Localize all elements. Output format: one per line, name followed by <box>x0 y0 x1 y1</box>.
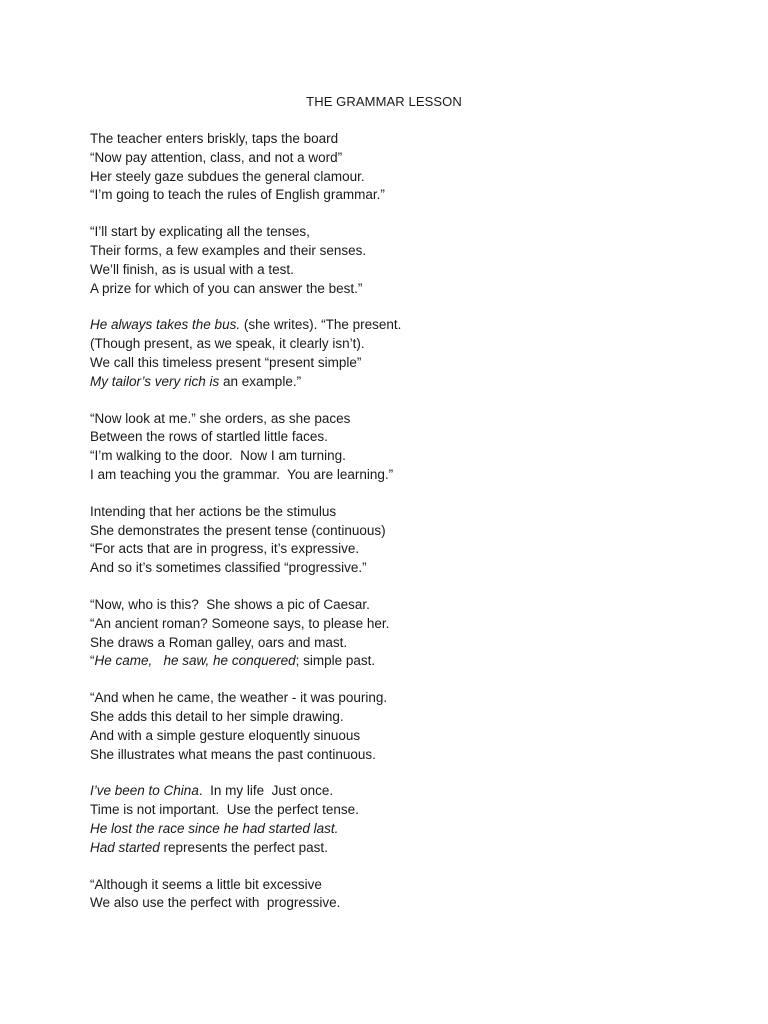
line-text: The teacher enters briskly, taps the board <box>90 131 339 146</box>
italic-text: I’ve been to China <box>90 783 199 799</box>
line-text: Her steely gaze subdues the general clamour. <box>90 168 365 184</box>
poem-line <box>90 801 730 820</box>
poem-line <box>90 894 730 913</box>
line-text: She demonstrates the present tense (continuous) <box>90 522 386 538</box>
line-text: represents the perfect past. <box>159 839 328 855</box>
line-text: “I’m going to teach the rules of English grammar.” <box>90 187 385 203</box>
poem-body <box>90 130 730 931</box>
line-text: an example.” <box>219 373 302 389</box>
poem-line <box>90 168 730 187</box>
stanza <box>90 876 730 914</box>
poem-line <box>90 447 730 466</box>
poem-line <box>90 280 730 299</box>
poem-line <box>90 689 730 708</box>
poem-line <box>90 503 730 522</box>
stanza <box>90 223 730 298</box>
poem-line <box>90 876 730 895</box>
stanza <box>90 410 730 485</box>
poem-line <box>90 354 730 373</box>
line-text: I am teaching you the grammar. You are learning.” <box>90 466 394 482</box>
stanza <box>90 130 730 205</box>
line-text: We’ll finish, as is usual with a test. <box>90 261 294 277</box>
italic-text: Had started <box>90 839 160 855</box>
line-text: Their forms, a few examples and their senses. <box>90 242 367 258</box>
poem-line <box>90 149 730 168</box>
italic-text: He lost the race since he had started last. <box>90 820 339 836</box>
poem-line <box>90 820 730 839</box>
line-text: (Though present, as we speak, it clearly isn’t). <box>90 336 365 352</box>
line-text: (she writes). “The present. <box>240 317 402 333</box>
line-text: A prize for which of you can answer the best.” <box>90 280 363 296</box>
line-text: She illustrates what means the past continuous. <box>90 746 376 762</box>
poem-line <box>90 466 730 485</box>
line-text: “ <box>90 653 95 669</box>
poem-line <box>90 316 730 335</box>
stanza <box>90 503 730 578</box>
line-text: Time is not important. Use the perfect tense. <box>90 802 359 818</box>
line-text: “An ancient roman? Someone says, to please her. <box>90 615 390 631</box>
poem-line <box>90 596 730 615</box>
poem-line <box>90 727 730 746</box>
line-text: “And when he came, the weather - it was pouring. <box>90 690 388 706</box>
line-text: Intending that her actions be the stimulus <box>90 503 337 519</box>
line-text: We call this timeless present “present simple” <box>90 354 362 370</box>
poem-line <box>90 335 730 354</box>
poem-line <box>90 223 730 242</box>
stanza <box>90 782 730 857</box>
italic-text: He came, he saw, he conquered <box>94 653 296 669</box>
poem-line <box>90 410 730 429</box>
poem-line <box>90 615 730 634</box>
poem-line <box>90 634 730 653</box>
poem-line <box>90 746 730 765</box>
line-text: “Now, who is this? She shows a pic of Caesar. <box>90 596 370 612</box>
line-text: She adds this detail to her simple drawing. <box>90 708 344 724</box>
poem-line <box>90 428 730 447</box>
page-title: THE GRAMMAR LESSON <box>306 94 462 109</box>
line-text: . In my life Just once. <box>198 783 334 799</box>
poem-line <box>90 559 730 578</box>
poem-line <box>90 261 730 280</box>
stanza <box>90 596 730 671</box>
poem-line <box>90 540 730 559</box>
line-text: “Now look at me.” she orders, as she paces <box>90 410 351 426</box>
line-text: “I’m walking to the door. Now I am turning. <box>90 448 346 464</box>
poem-line <box>90 839 730 858</box>
line-text: And with a simple gesture eloquently sinuous <box>90 727 361 743</box>
stanza <box>90 316 730 391</box>
line-text: And so it’s sometimes classified “progressive.” <box>90 560 367 576</box>
poem-line <box>90 782 730 801</box>
poem-line <box>90 373 730 392</box>
poem-line <box>90 708 730 727</box>
poem-line <box>90 130 730 149</box>
line-text: Between the rows of startled little faces. <box>90 429 328 445</box>
line-text: “Now pay attention, class, and not a word” <box>90 149 343 165</box>
line-text: She draws a Roman galley, oars and mast. <box>90 634 348 650</box>
poem-line <box>90 242 730 261</box>
italic-text: My tailor’s very rich is <box>90 373 220 389</box>
line-text: ; simple past. <box>295 653 376 669</box>
stanza <box>90 689 730 764</box>
line-text: “I’ll start by explicating all the tenses, <box>90 224 310 240</box>
line-text: “Although it seems a little bit excessive <box>90 876 322 892</box>
poem-line <box>90 186 730 205</box>
line-text: “For acts that are in progress, it’s expressive. <box>90 541 360 557</box>
italic-text: He always takes the bus. <box>90 317 241 333</box>
line-text: We also use the perfect with progressive. <box>90 895 341 911</box>
poem-line <box>90 522 730 541</box>
poem-line <box>90 652 730 671</box>
